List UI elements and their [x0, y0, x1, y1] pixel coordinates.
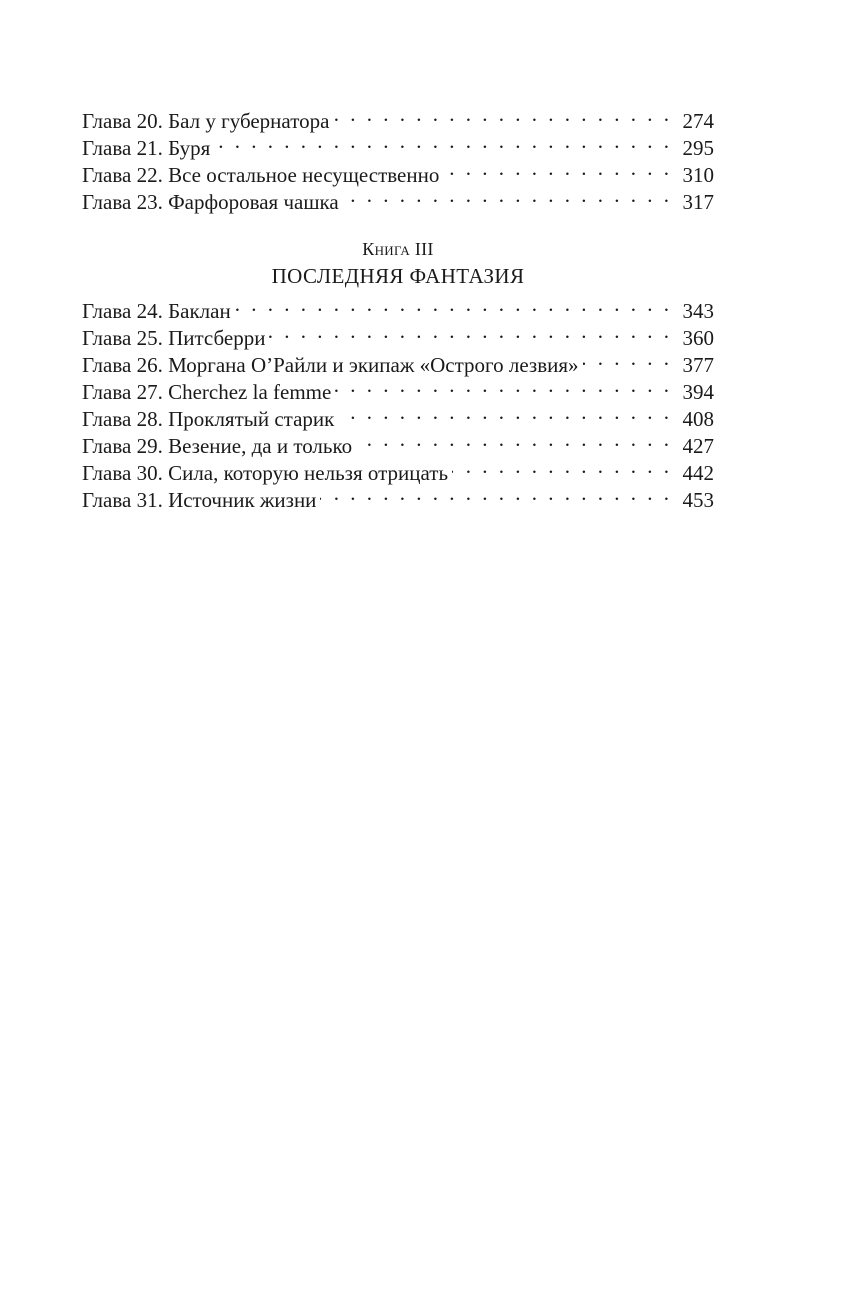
toc-entry-title: Глава 26. Моргана О’Райли и экипаж «Острого лезвия» [82, 353, 579, 377]
toc-entry-title: Глава 30. Сила, которую нельзя отрицать [82, 461, 449, 485]
toc-entry-page-number: 310 [682, 163, 714, 187]
toc-entry [82, 101, 714, 133]
toc-entry-page-number: 360 [682, 326, 714, 350]
dot-leader [235, 291, 672, 318]
dot-leader [269, 318, 672, 345]
toc-entry-title: Глава 29. Везение, да и только [82, 434, 353, 458]
toc-entry-page-number: 394 [682, 380, 714, 404]
dot-leader [320, 480, 672, 507]
toc-entry-title: Глава 31. Источник жизни [82, 488, 317, 512]
toc-entry-page-number: 317 [682, 190, 714, 214]
toc-entry-page-number: 408 [682, 407, 714, 431]
book-label: Книга III [362, 239, 434, 259]
dot-leader [343, 182, 672, 209]
dot-leader [333, 101, 672, 128]
toc-entry-title: Глава 20. Бал у губернатора [82, 109, 330, 133]
toc-entry-title: Глава 25. Питсберри [82, 326, 266, 350]
dot-leader [338, 399, 672, 426]
toc-entry-page-number: 343 [682, 299, 714, 323]
toc-entry-page-number: 377 [682, 353, 714, 377]
toc-entry-title: Глава 22. Все остальное несущественно [82, 163, 440, 187]
toc-entry-page-number: 295 [682, 136, 714, 160]
toc-entry-title: Глава 21. Буря [82, 136, 211, 160]
dot-leader [335, 372, 672, 399]
toc-entry-title: Глава 27. Cherchez la femme [82, 380, 332, 404]
toc-entry [82, 291, 714, 323]
toc-entry-page-number: 453 [682, 488, 714, 512]
dot-leader [443, 155, 672, 182]
dot-leader [214, 128, 672, 155]
dot-leader [583, 345, 672, 372]
book-title: ПОСЛЕДНЯЯ ФАНТАЗИЯ [271, 264, 525, 288]
toc-entry-title: Глава 24. Баклан [82, 299, 231, 323]
toc-entry-page-number: 442 [682, 461, 714, 485]
dot-leader [452, 453, 672, 480]
toc-entry-page-number: 274 [682, 109, 714, 133]
table-of-contents-section-2 [82, 291, 714, 512]
toc-entry-page-number: 427 [682, 434, 714, 458]
toc-entry-title: Глава 23. Фарфоровая чашка [82, 190, 339, 214]
table-of-contents-section-1 [82, 101, 714, 214]
toc-entry-title: Глава 28. Проклятый старик [82, 407, 335, 431]
dot-leader [356, 426, 672, 453]
